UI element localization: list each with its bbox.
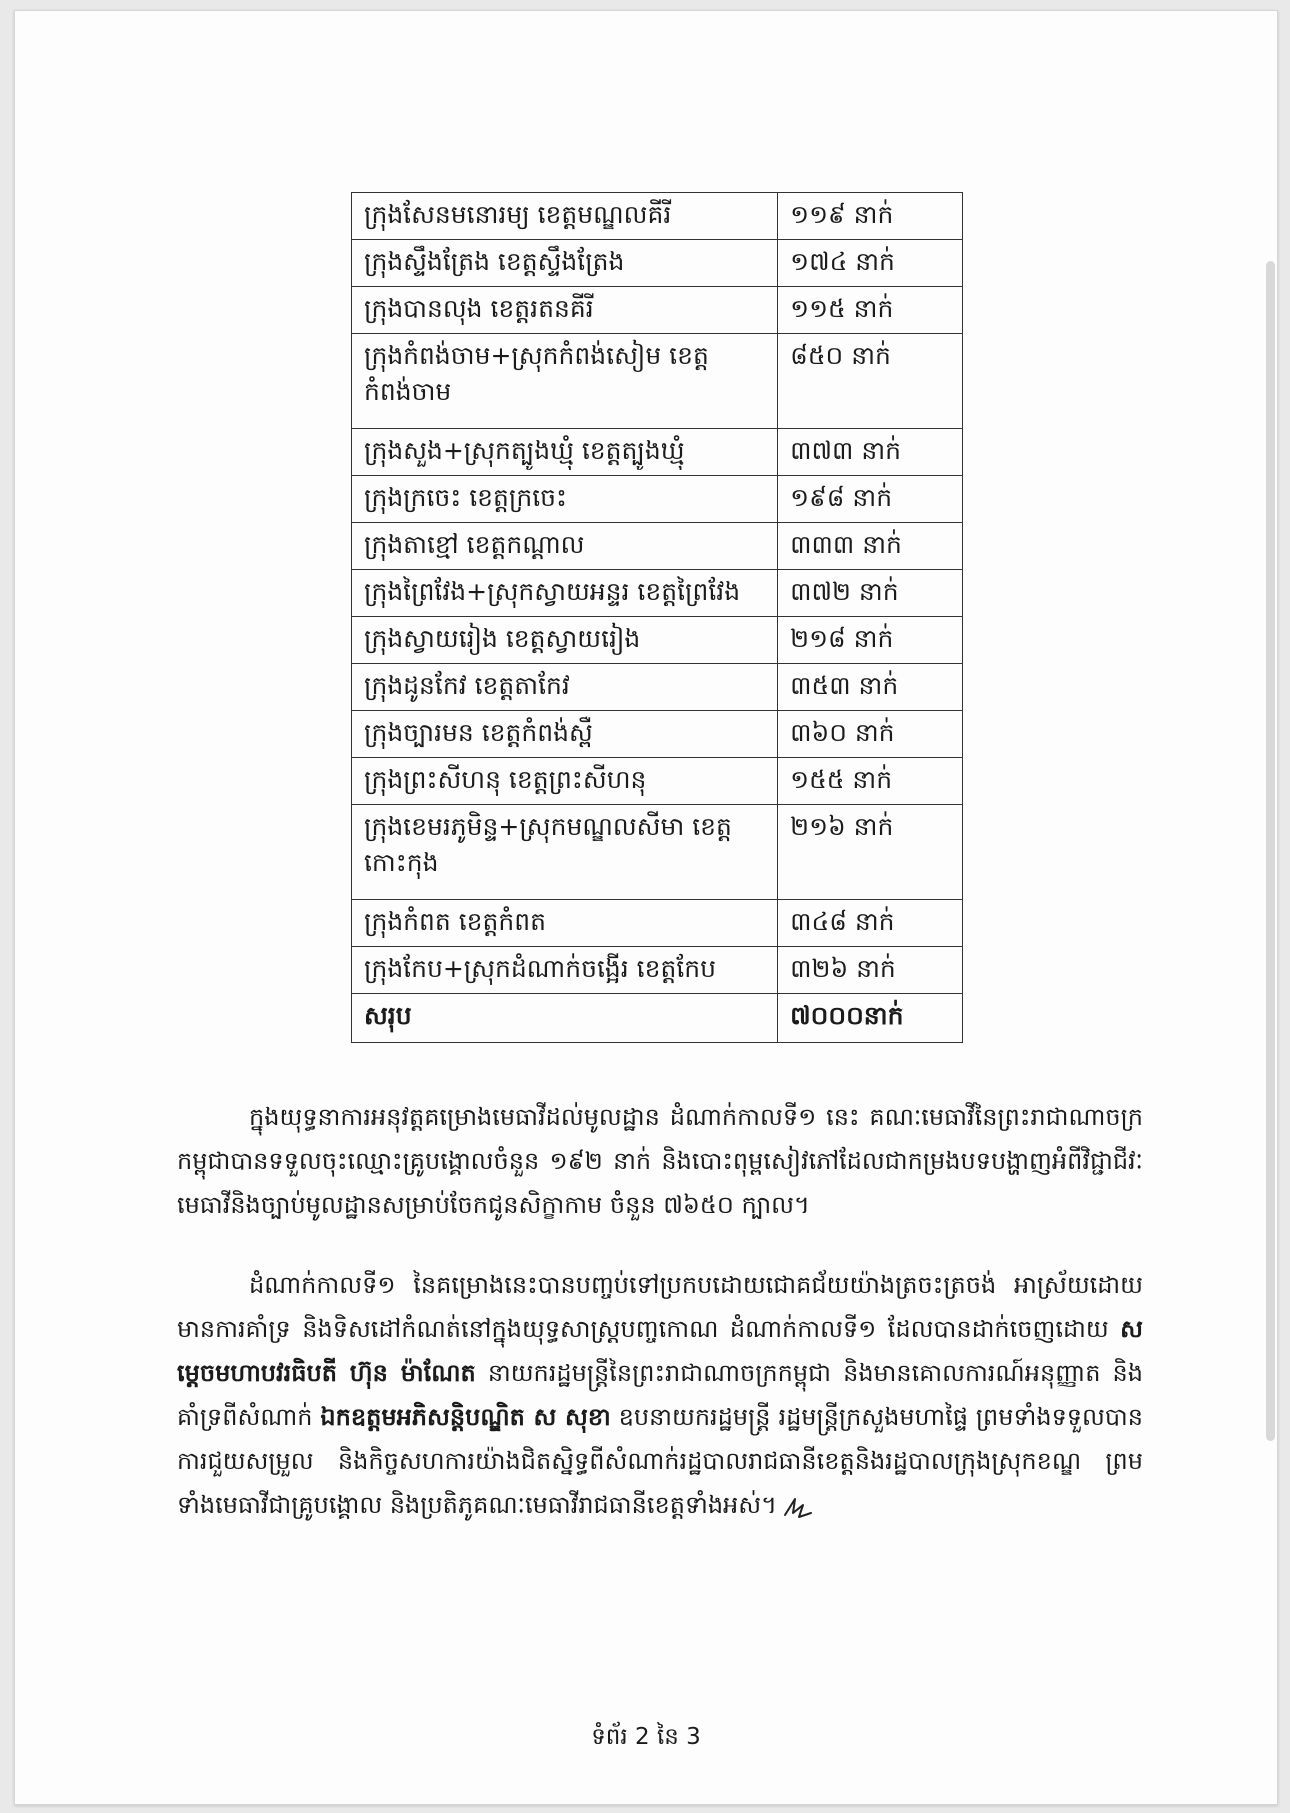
table-cell-count: ៣៣៣ នាក់ [778,523,963,570]
table-cell-place: ក្រុងស្វាយរៀង ខេត្តស្វាយរៀង [352,617,778,664]
page-number: ទំព័រ 2 នៃ 3 [591,1724,701,1750]
paragraph-2-text-1: ដំណាក់កាលទី១ នៃគម្រោងនេះបានបញ្ចប់ទៅប្រកបដោយជោគជ័យយ៉ាងត្រចះត្រចង់ អាស្រ័យដោយមានការគាំទ្រ និងទិសដៅកំណត់នៅក្នុងយុទ្ធសាស្ត្របញ្ចកោណ ដំណាក់កាលទី១ ដែលបានដាក់ចេញដោយ [177,1271,1143,1343]
table-row [352,758,963,805]
table-cell-place: ក្រុងព្រះសីហនុ ខេត្តព្រះសីហនុ [352,758,778,805]
table-cell-count: ៣៦០ នាក់ [778,711,963,758]
table-row [352,193,963,240]
quota-table-body [352,193,963,1043]
paragraph-2 [177,1263,1143,1527]
table-cell-count: ២១៨ នាក់ [778,617,963,664]
table-cell-count: ១៩៨ នាក់ [778,476,963,523]
table-row [352,570,963,617]
table-cell-place: ក្រុងកំពង់ចាម+ស្រុកកំពង់សៀម ខេត្តកំពង់ចាម [352,334,778,429]
table-row [352,240,963,287]
table-cell-count: ១៥៥ នាក់ [778,758,963,805]
document-page [14,10,1278,1805]
table-total-row [352,994,963,1043]
table-cell-count: ១៧៤ នាក់ [778,240,963,287]
paragraph-2-text-2: នាយករដ្ឋមន្ត្រីនៃព្រះរាជាណាចក្រកម្ពុជា និងមានគោលការណ៍អនុញ្ញាត និងគាំទ្រពីសំណាក់ [177,1359,1144,1431]
scrollbar[interactable] [1266,261,1275,1441]
table-row [352,429,963,476]
table-row [352,287,963,334]
table-cell-place: ក្រុងព្រៃវែង+ស្រុកស្វាយអន្ទរ ខេត្តព្រៃវែង [352,570,778,617]
table-total-count: ៧០០០នាក់ [778,994,963,1043]
paragraph-2-text-3: ឧបនាយករដ្ឋមន្ត្រី រដ្ឋមន្ត្រីក្រសួងមហាផ្ទៃ ព្រមទាំងទទួលបានការជួយសម្រួល និងកិច្ចសហការយ៉ាងជិតស្និទ្ធពីសំណាក់រដ្ឋបាលរាជធានីខេត្តនិងរដ្ឋបាលក្រុងស្រុកខណ្ឌ ព្រមទាំងមេធាវីជាគ្រូបង្គោល និងប្រតិភូគណៈមេធាវីរាជធានីខេត្តទាំងអស់។ [177,1403,1143,1519]
table-row [352,476,963,523]
table-cell-place: ក្រុងបានលុង ខេត្តរតនគីរី [352,287,778,334]
table-row [352,900,963,947]
table-cell-place: ក្រុងកំពត ខេត្តកំពត [352,900,778,947]
table-row [352,523,963,570]
table-cell-place: ក្រុងសែនមនោរម្យ ខេត្តមណ្ឌលគីរី [352,193,778,240]
quota-table [351,192,963,1043]
table-total-label: សរុប [352,994,778,1043]
table-cell-count: ៣៥៣ នាក់ [778,664,963,711]
handwritten-initial-icon [781,1493,815,1521]
table-row [352,805,963,900]
table-cell-count: ១១៩ នាក់ [778,193,963,240]
table-row [352,711,963,758]
table-cell-place: ក្រុងដូនកែវ ខេត្តតាកែវ [352,664,778,711]
table-cell-count: ៨៥០ នាក់ [778,334,963,429]
table-row [352,617,963,664]
table-cell-count: ៣២៦ នាក់ [778,947,963,994]
table-cell-place: ក្រុងកែប+ស្រុកដំណាក់ចង្អើរ ខេត្តកែប [352,947,778,994]
table-cell-place: ក្រុងខេមរភូមិន្ទ+ស្រុកមណ្ឌលសីមា ខេត្តកោះកុង [352,805,778,900]
paragraph-2-bold-name-2: ឯកឧត្តមអភិសន្តិបណ្ឌិត ស សុខា [320,1402,611,1431]
table-cell-place: ក្រុងស្ទឹងត្រែង ខេត្តស្ទឹងត្រែង [352,240,778,287]
table-cell-count: ១១៥ នាក់ [778,287,963,334]
table-row [352,334,963,429]
table-cell-place: ក្រុងសួង+ស្រុកត្បូងឃ្មុំ ខេត្តត្បូងឃ្មុំ [352,429,778,476]
table-row [352,664,963,711]
table-cell-place: ក្រុងតាខ្មៅ ខេត្តកណ្តាល [352,523,778,570]
table-cell-count: ៣៧៣ នាក់ [778,429,963,476]
table-cell-count: ៣៧២ នាក់ [778,570,963,617]
table-cell-place: ក្រុងច្បារមន ខេត្តកំពង់ស្ពឺ [352,711,778,758]
paragraph-1: ក្នុងយុទ្ធនាការអនុវត្តគម្រោងមេធាវីដល់មូលដ្ឋាន ដំណាក់កាលទី១ នេះ គណៈមេធាវីនៃព្រះរាជាណាចក្រកម្ពុជាបានទទួលចុះឈ្មោះគ្រូបង្គោលចំនួន ១៩២ នាក់ និងបោះពុម្ពសៀវភៅដែលជាកម្រងបទបង្ហាញអំពីវិជ្ជាជីវៈមេធាវីនិងច្បាប់មូលដ្ឋានសម្រាប់ចែកជូនសិក្ខាកាម ចំនួន ៧៦៥០ ក្បាល។ [177,1103,1143,1219]
table-cell-place: ក្រុងក្រចេះ ខេត្តក្រចេះ [352,476,778,523]
table-cell-count: ២១៦ នាក់ [778,805,963,900]
paragraph-2-bold-name-1: សម្តេចមហាបវរធិបតី ហ៊ុន ម៉ាណែត [177,1314,1143,1387]
table-cell-count: ៣៤៨ នាក់ [778,900,963,947]
table-row [352,947,963,994]
